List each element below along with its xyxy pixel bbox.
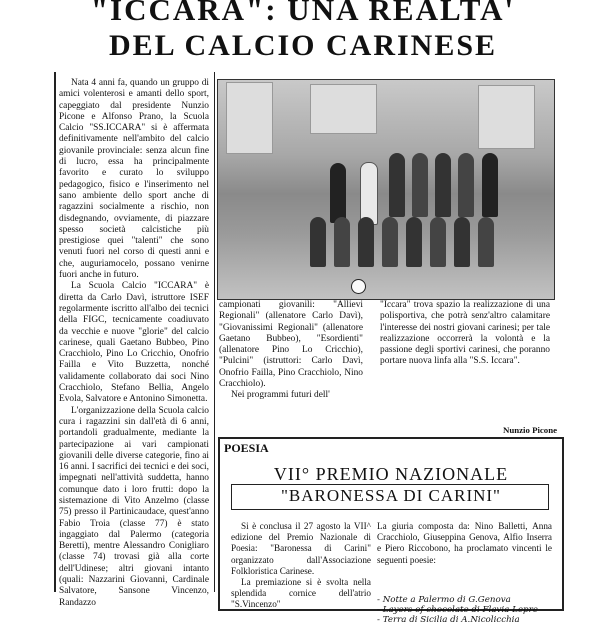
player-figure — [430, 217, 446, 267]
coach-figure — [330, 163, 346, 223]
background-building — [478, 85, 535, 149]
team-photo — [217, 79, 555, 300]
poetry-award-box — [218, 437, 564, 625]
player-figure — [458, 153, 474, 217]
player-figure — [406, 217, 422, 267]
left-article-column — [59, 78, 209, 608]
player-figure — [478, 217, 494, 267]
article-paragraph: La Scuola Calcio "ICCARA" è diretta da Carlo Davì, istruttore ISEF regolarmente iscritto all'albo dei tecnici della FIGC, tecnicamente coadiuvato da vecchie e nuove "glorie" del calcio carinese, quali Gaetano Bubbeo, Pino Cracchiolo, Pino Lo Cricchio, Onofrio Failla e Vito Buzzetta, nonché validamente collaborato dai soci Nino Cracchiolo, Stefano Bellia, Angelo Evola, Salvatore e Antonino Simonetta. — [59, 281, 209, 405]
award-title-line-1: VII° PREMIO NAZIONALE — [273, 464, 509, 484]
award-paragraph: Si è conclusa il 27 agosto la VII^ edizione del Premio Nazionale di Poesia: "Baronessa di Carini" organizzato dall'Associazione Folkloristica Carinese. — [231, 521, 371, 576]
headline-line-2: DEL CALCIO CARINESE — [108, 29, 498, 62]
player-figure — [412, 153, 428, 217]
player-figure — [334, 217, 350, 267]
player-figure — [310, 217, 326, 267]
award-title-line-2: "BARONESSA DI CARINI" — [280, 486, 501, 505]
winning-poem: - Layers of chocolate di Flavia Lepre — [377, 605, 538, 615]
coach-figure — [360, 162, 378, 225]
article-paragraph: Nata 4 anni fa, quando un gruppo di amici volenterosi e amanti dello sport, capeggiato dal presidente Nunzio Picone e Alfonso Prano, la Scuola Calcio "SS.ICCARA" si è affermata definitivamente nell'ambito del calcio giovanile provinciale: senza alcun fine di lucro, essa ha principalmente favorito e curato lo sviluppo pedagogico, fisico e l'inserimento nel sano ambiente dello sport anche di ragazzini socialmente a rischio, non disdegnando, ovviamente, di piazzare spesso società calcistiche più prestigiose quei "talenti" che sono venuti fuori nel corso di questi anni e che, auguriamocelo, possano venirne fuori anche in futuro. — [59, 78, 209, 281]
article-paragraph: L'organizzazione della Scuola calcio cura i ragazzini sin dall'età di 6 anni, portandoli gradualmente, mediante la partecipazione ai vari campionati giovanili delle diverse categorie, fino ai 16 anni. I sacrifici dei tecnici e dei soci, impegnati nell'attività suddetta, hanno comunque dato i loro frutti: dopo la sistemazione di Vito Anzelmo (classe 75) presso il Partinicaudace, quest'anno Fabio Troia (classe 77) è stato ingaggiato dal Palermo (categoria Beretti), mentre Alessandro Conigliaro (classe 74) trovasi già alla corte dell'Udinese; altri giovani intanto (quali: Nazzarini Giovanni, Cardinale Salvatore, Sansone Vincenzo, Randazzo — [59, 405, 209, 608]
player-figure — [389, 153, 405, 217]
section-label: POESIA — [224, 441, 269, 455]
player-figure — [382, 217, 398, 267]
award-right-text — [377, 521, 552, 595]
award-paragraph: La giuria composta da: Nino Balletti, Anna Cracchiolo, Giuseppina Genova, Alfio Inserra e Piero Riccobono, ha proclamato vincenti le seguenti poesie: — [377, 521, 552, 565]
article-paragraph: campionati giovanili: "Allievi Regionali" (allenatore Carlo Davì), "Giovanissimi Regionali" (allenatore Gaetano Bubbeo), "Esordienti" (allenatore Pino Lo Cricchio), "Pulcini" (istruttori: Carlo Davì, Onofrio Failla, Pino Cracchiolo, Nino Cracchiolo). — [219, 300, 363, 390]
middle-article-column — [219, 300, 363, 438]
background-building — [226, 82, 273, 154]
player-figure — [454, 217, 470, 267]
player-figure — [482, 153, 498, 217]
player-figure — [358, 217, 374, 267]
player-figure — [435, 153, 451, 217]
headline-line-1: "ICCARA": UNA REALTA' — [90, 0, 516, 27]
winning-poem: - Notte a Palermo di G.Genova — [377, 595, 511, 605]
author-signature: Nunzio Picone — [502, 425, 557, 435]
column-divider — [54, 72, 56, 592]
article-paragraph: "Iccara" trova spazio la realizzazione di una polisportiva, che potrà senz'altro calamitare l'interesse dei nostri giovani carinesi; per tale realizzazione occorrerà la volontà e la passione degli sportivi carinesi, che poranno portare nuova linfa alla "S.S. Iccara". — [380, 300, 550, 367]
award-left-text — [231, 521, 371, 609]
winning-poem: - Terra di Sicilia di A.Nicolicchia — [377, 615, 520, 625]
award-paragraph: La premiazione si è svolta nella splendida cornice dell'atrio "S.Vincenzo" — [231, 577, 371, 610]
column-divider — [214, 72, 215, 592]
article-paragraph: Nei programmi futuri dell' — [231, 390, 330, 401]
background-building — [310, 84, 377, 134]
right-article-column — [380, 300, 550, 425]
football — [351, 279, 366, 294]
